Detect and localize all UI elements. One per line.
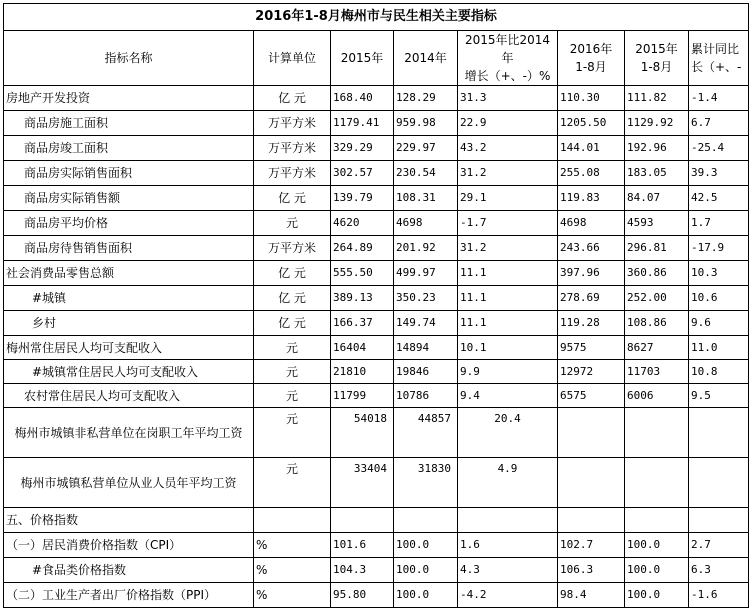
- row-unit: 元: [254, 211, 331, 236]
- row-name: （一）居民消费价格指数（CPI）: [4, 533, 254, 558]
- row-2015: 1179.41: [331, 111, 394, 136]
- row-2015-jan-aug: 11703: [625, 360, 689, 384]
- header-name: 指标名称: [4, 31, 254, 86]
- row-2015-jan-aug: 108.86: [625, 311, 689, 336]
- header-2016-line1: 2016年: [569, 42, 613, 56]
- row-name: 房地产开发投资: [4, 86, 254, 111]
- row-growth: [458, 508, 558, 533]
- table-row: [4, 311, 749, 336]
- row-name: （二）工业生产者出厂价格指数（PPI）: [4, 583, 254, 608]
- row-2014: 959.98: [394, 111, 458, 136]
- row-name: #城镇常住居民人均可支配收入: [4, 360, 254, 384]
- header-cumulative: [689, 31, 749, 86]
- table-row: [4, 286, 749, 311]
- row-growth: 11.1: [458, 261, 558, 286]
- row-cumulative: [689, 458, 749, 508]
- header-2015-jan-aug: [625, 31, 689, 86]
- row-unit: 万平方米: [254, 111, 331, 136]
- row-2016-jan-aug: 119.83: [558, 186, 625, 211]
- header-2016-line2: 1-8月: [575, 60, 607, 74]
- row-2015: 16404: [331, 336, 394, 360]
- table-row: [4, 261, 749, 286]
- row-2016-jan-aug: 243.66: [558, 236, 625, 261]
- row-name: 商品房实际销售面积: [4, 161, 254, 186]
- table-row: [4, 408, 749, 458]
- row-2015: 11799: [331, 384, 394, 408]
- row-2016-jan-aug: [558, 408, 625, 458]
- row-cumulative: -1.6: [689, 583, 749, 608]
- row-2015: 329.29: [331, 136, 394, 161]
- row-2015: 101.6: [331, 533, 394, 558]
- row-2015-jan-aug: 8627: [625, 336, 689, 360]
- row-cumulative: 10.8: [689, 360, 749, 384]
- row-2015: 264.89: [331, 236, 394, 261]
- row-2014: 10786: [394, 384, 458, 408]
- row-cumulative: -17.9: [689, 236, 749, 261]
- row-growth: 20.4: [458, 408, 558, 458]
- row-cumulative: 2.7: [689, 533, 749, 558]
- row-unit: %: [254, 558, 331, 583]
- row-unit: 元: [254, 458, 331, 508]
- row-growth: 4.3: [458, 558, 558, 583]
- row-unit: 万平方米: [254, 236, 331, 261]
- row-2015-jan-aug: 4593: [625, 211, 689, 236]
- row-2015-jan-aug: 84.07: [625, 186, 689, 211]
- row-2015: 95.80: [331, 583, 394, 608]
- row-2015: 302.57: [331, 161, 394, 186]
- header-2015b-line1: 2015年: [635, 42, 678, 56]
- row-2015: 33404: [331, 458, 394, 508]
- row-2014: 499.97: [394, 261, 458, 286]
- row-2016-jan-aug: 255.08: [558, 161, 625, 186]
- row-growth: 22.9: [458, 111, 558, 136]
- table-row: [4, 458, 749, 508]
- table-row: [4, 186, 749, 211]
- row-2016-jan-aug: 98.4: [558, 583, 625, 608]
- row-2014: 128.29: [394, 86, 458, 111]
- table-row: [4, 384, 749, 408]
- row-2015: 139.79: [331, 186, 394, 211]
- row-unit: 亿 元: [254, 261, 331, 286]
- header-cum-line2: 长（+、-: [691, 60, 742, 74]
- table-row: [4, 236, 749, 261]
- row-2015-jan-aug: [625, 458, 689, 508]
- row-2014: 230.54: [394, 161, 458, 186]
- table-row: [4, 211, 749, 236]
- row-2014: 229.97: [394, 136, 458, 161]
- row-2015: 21810: [331, 360, 394, 384]
- row-name: 商品房平均价格: [4, 211, 254, 236]
- row-2014: 31830: [394, 458, 458, 508]
- row-2016-jan-aug: [558, 508, 625, 533]
- row-2014: 44857: [394, 408, 458, 458]
- row-cumulative: 9.6: [689, 311, 749, 336]
- table-row: [4, 558, 749, 583]
- row-2016-jan-aug: 9575: [558, 336, 625, 360]
- row-name: 乡村: [4, 311, 254, 336]
- row-name: #食品类价格指数: [4, 558, 254, 583]
- row-2014: 201.92: [394, 236, 458, 261]
- row-cumulative: -25.4: [689, 136, 749, 161]
- row-cumulative: -1.4: [689, 86, 749, 111]
- row-growth: 31.2: [458, 161, 558, 186]
- row-2016-jan-aug: 12972: [558, 360, 625, 384]
- row-cumulative: 11.0: [689, 336, 749, 360]
- row-growth: 9.4: [458, 384, 558, 408]
- row-2015: [331, 508, 394, 533]
- row-growth: 11.1: [458, 286, 558, 311]
- row-2016-jan-aug: 278.69: [558, 286, 625, 311]
- row-2015-jan-aug: 296.81: [625, 236, 689, 261]
- row-2016-jan-aug: 119.28: [558, 311, 625, 336]
- row-growth: 31.2: [458, 236, 558, 261]
- table-row: [4, 583, 749, 608]
- row-2016-jan-aug: 397.96: [558, 261, 625, 286]
- header-growth-line1: 2015年比2014年: [464, 33, 551, 65]
- row-2014: 4698: [394, 211, 458, 236]
- row-2014: [394, 508, 458, 533]
- row-name: 农村常住居民人均可支配收入: [4, 384, 254, 408]
- row-name: 五、价格指数: [4, 508, 254, 533]
- row-unit: %: [254, 583, 331, 608]
- row-name: 商品房施工面积: [4, 111, 254, 136]
- row-2014: 350.23: [394, 286, 458, 311]
- row-2016-jan-aug: 1205.50: [558, 111, 625, 136]
- row-name: #城镇: [4, 286, 254, 311]
- row-growth: 43.2: [458, 136, 558, 161]
- row-growth: -4.2: [458, 583, 558, 608]
- row-2014: 149.74: [394, 311, 458, 336]
- row-2015-jan-aug: [625, 408, 689, 458]
- row-growth: 29.1: [458, 186, 558, 211]
- row-2015: 389.13: [331, 286, 394, 311]
- row-unit: 元: [254, 360, 331, 384]
- row-name: 梅州市城镇私营单位从业人员年平均工资: [4, 458, 254, 508]
- row-growth: -1.7: [458, 211, 558, 236]
- row-unit: [254, 508, 331, 533]
- row-name: 商品房竣工面积: [4, 136, 254, 161]
- table-row: [4, 533, 749, 558]
- row-unit: 元: [254, 336, 331, 360]
- row-unit: 亿 元: [254, 186, 331, 211]
- row-cumulative: 39.3: [689, 161, 749, 186]
- table-row: [4, 360, 749, 384]
- row-2015-jan-aug: [625, 508, 689, 533]
- row-2015-jan-aug: 100.0: [625, 583, 689, 608]
- row-2015-jan-aug: 252.00: [625, 286, 689, 311]
- row-name: 梅州常住居民人均可支配收入: [4, 336, 254, 360]
- row-cumulative: 10.6: [689, 286, 749, 311]
- row-growth: 10.1: [458, 336, 558, 360]
- row-name: 商品房待售销售面积: [4, 236, 254, 261]
- row-growth: 1.6: [458, 533, 558, 558]
- row-name: 社会消费品零售总额: [4, 261, 254, 286]
- row-unit: 元: [254, 408, 331, 458]
- table-title: 2016年1-8月梅州市与民生相关主要指标: [4, 4, 749, 31]
- row-2016-jan-aug: 106.3: [558, 558, 625, 583]
- header-growth: [458, 31, 558, 86]
- row-cumulative: 42.5: [689, 186, 749, 211]
- row-unit: 亿 元: [254, 286, 331, 311]
- row-2015: 4620: [331, 211, 394, 236]
- row-2014: 19846: [394, 360, 458, 384]
- table-row: [4, 161, 749, 186]
- row-cumulative: [689, 508, 749, 533]
- row-cumulative: 6.7: [689, 111, 749, 136]
- header-2016-jan-aug: [558, 31, 625, 86]
- row-2014: 108.31: [394, 186, 458, 211]
- row-2014: 100.0: [394, 533, 458, 558]
- row-cumulative: 1.7: [689, 211, 749, 236]
- row-2015-jan-aug: 6006: [625, 384, 689, 408]
- row-2015: 168.40: [331, 86, 394, 111]
- header-row: [4, 31, 749, 86]
- row-2015-jan-aug: 100.0: [625, 533, 689, 558]
- row-2016-jan-aug: 144.01: [558, 136, 625, 161]
- row-cumulative: 6.3: [689, 558, 749, 583]
- row-unit: 万平方米: [254, 136, 331, 161]
- row-2016-jan-aug: 6575: [558, 384, 625, 408]
- row-2014: 14894: [394, 336, 458, 360]
- row-2015: 555.50: [331, 261, 394, 286]
- header-2015: 2015年: [331, 31, 394, 86]
- row-unit: 亿 元: [254, 86, 331, 111]
- row-2015-jan-aug: 183.05: [625, 161, 689, 186]
- row-2016-jan-aug: 102.7: [558, 533, 625, 558]
- row-growth: 31.3: [458, 86, 558, 111]
- row-2015-jan-aug: 360.86: [625, 261, 689, 286]
- row-unit: 万平方米: [254, 161, 331, 186]
- row-2015-jan-aug: 192.96: [625, 136, 689, 161]
- table-row: [4, 508, 749, 533]
- row-unit: %: [254, 533, 331, 558]
- indicator-table: [3, 3, 749, 608]
- row-growth: 4.9: [458, 458, 558, 508]
- row-2014: 100.0: [394, 583, 458, 608]
- row-name: 商品房实际销售额: [4, 186, 254, 211]
- row-growth: 11.1: [458, 311, 558, 336]
- row-2015-jan-aug: 100.0: [625, 558, 689, 583]
- table-row: [4, 136, 749, 161]
- header-growth-line2: 增长（+、-）%: [464, 69, 551, 83]
- row-cumulative: 9.5: [689, 384, 749, 408]
- row-cumulative: 10.3: [689, 261, 749, 286]
- row-unit: 元: [254, 384, 331, 408]
- row-cumulative: [689, 408, 749, 458]
- table-row: [4, 336, 749, 360]
- table-row: [4, 86, 749, 111]
- row-2015-jan-aug: 111.82: [625, 86, 689, 111]
- row-unit: 亿 元: [254, 311, 331, 336]
- header-2014: 2014年: [394, 31, 458, 86]
- table-row: [4, 111, 749, 136]
- row-2016-jan-aug: 110.30: [558, 86, 625, 111]
- header-2015b-line2: 1-8月: [640, 60, 673, 74]
- row-2016-jan-aug: 4698: [558, 211, 625, 236]
- row-2015-jan-aug: 1129.92: [625, 111, 689, 136]
- row-2014: 100.0: [394, 558, 458, 583]
- row-growth: 9.9: [458, 360, 558, 384]
- header-cum-line1: 累计同比: [691, 42, 740, 56]
- row-2015: 54018: [331, 408, 394, 458]
- row-2015: 166.37: [331, 311, 394, 336]
- row-2015: 104.3: [331, 558, 394, 583]
- row-2016-jan-aug: [558, 458, 625, 508]
- row-name: 梅州市城镇非私营单位在岗职工年平均工资: [4, 408, 254, 458]
- header-unit: 计算单位: [254, 31, 331, 86]
